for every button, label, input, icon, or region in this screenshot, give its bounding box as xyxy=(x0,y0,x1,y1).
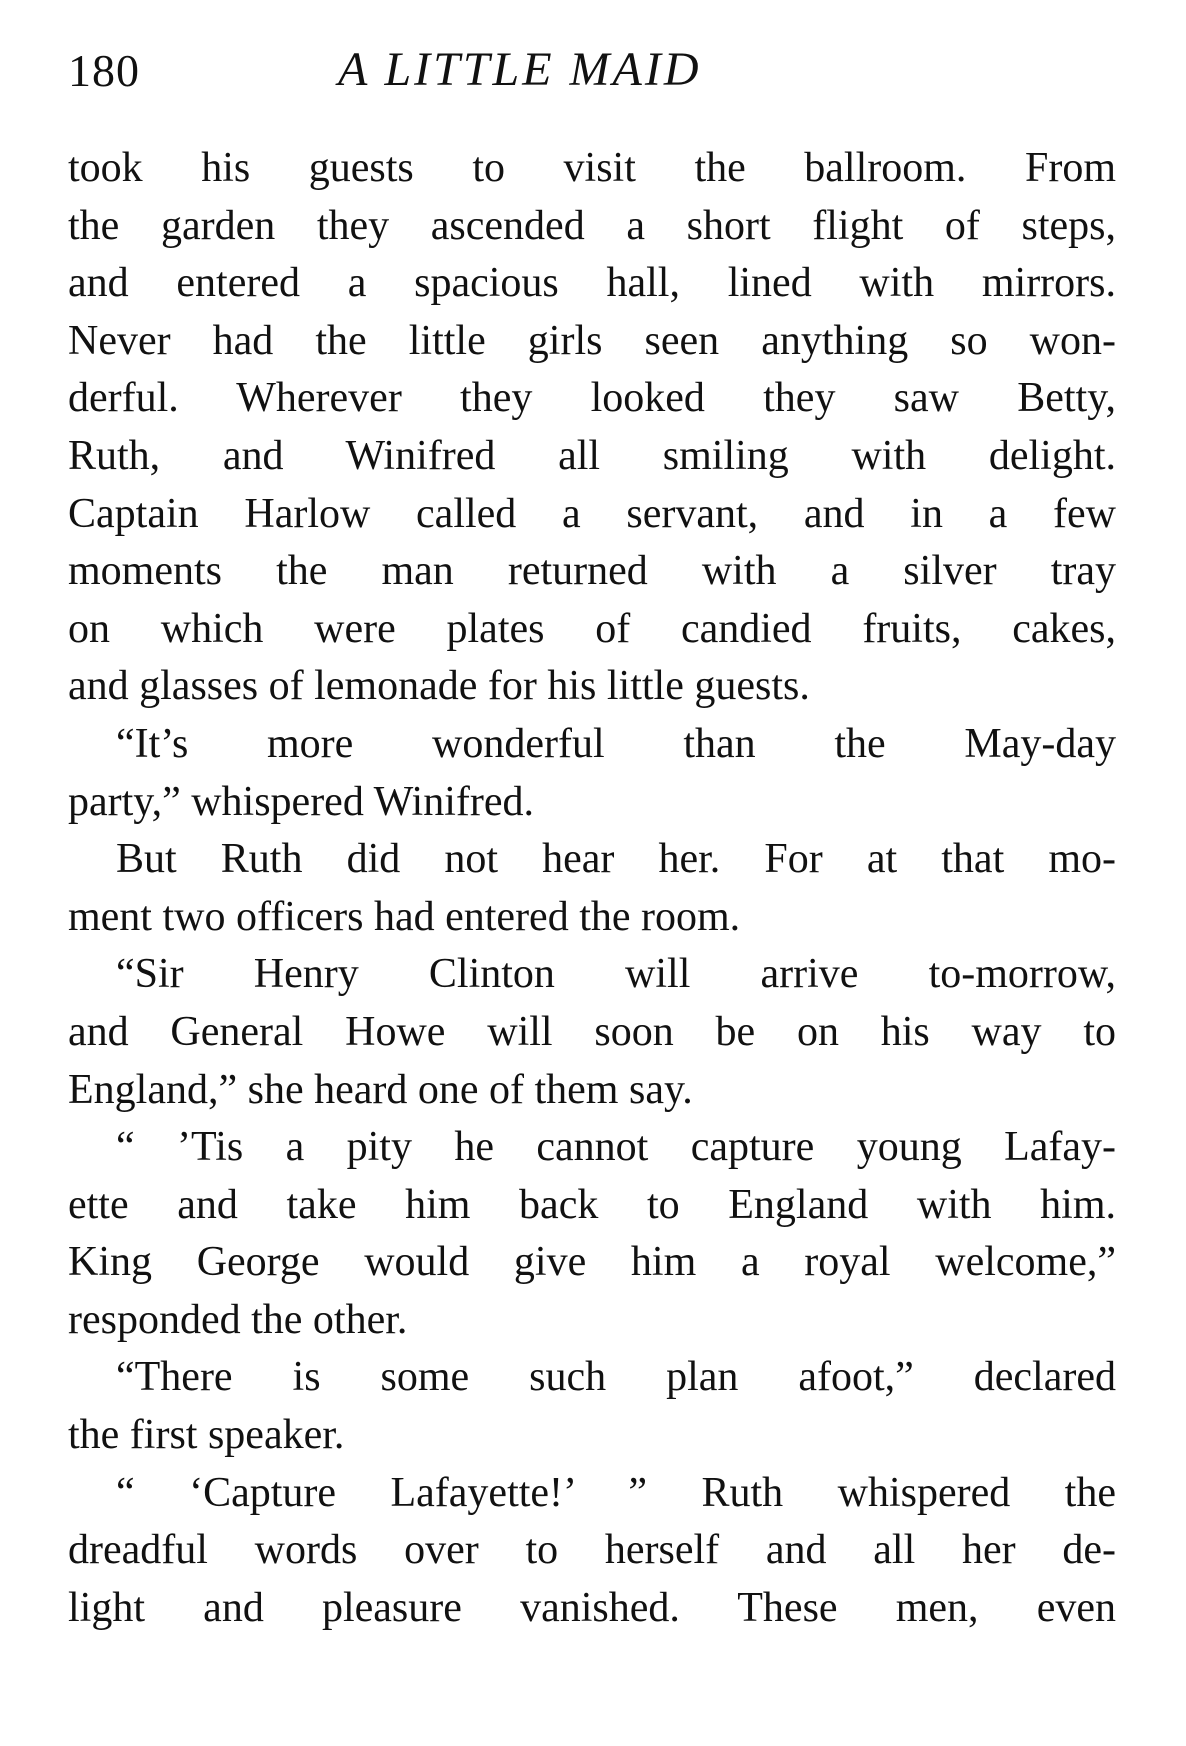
running-head xyxy=(68,38,1118,108)
text-line: derful. Wherever they looked they saw Betty, xyxy=(68,375,1116,422)
text-line: light and pleasure vanished. These men, even xyxy=(68,1584,1116,1631)
text-line: and General Howe will soon be on his way to xyxy=(68,1008,1116,1055)
text-line: Ruth, and Winifred all smiling with delight. xyxy=(68,432,1116,479)
text-line: and entered a spacious hall, lined with mirrors. xyxy=(68,260,1116,307)
text-line: “ ‘Capture Lafayette!’ ” Ruth whispered the xyxy=(116,1469,1116,1516)
text-line: took his guests to visit the ballroom. From xyxy=(68,145,1116,191)
running-title: A LITTLE MAID xyxy=(338,43,702,96)
text-line: But Ruth did not hear her. For at that mo- xyxy=(116,836,1116,883)
text-line: dreadful words over to herself and all her de- xyxy=(68,1527,1116,1574)
text-line: ment two officers had entered the room. xyxy=(68,893,741,940)
text-line: responded the other. xyxy=(68,1296,408,1343)
text-line: King George would give him a royal welcome,” xyxy=(68,1239,1116,1286)
text-line: party,” whispered Winifred. xyxy=(68,778,534,825)
text-line: the first speaker. xyxy=(68,1412,345,1459)
text-line: England,” she heard one of them say. xyxy=(68,1066,693,1113)
text-line: “It’s more wonderful than the May-day xyxy=(116,720,1116,767)
text-line: “ ’Tis a pity he cannot capture young Lafay- xyxy=(116,1124,1116,1171)
text-line: the garden they ascended a short flight of steps, xyxy=(68,202,1116,249)
text-line: moments the man returned with a silver tray xyxy=(68,548,1116,595)
text-body xyxy=(68,140,1116,1637)
text-line: Captain Harlow called a servant, and in a few xyxy=(68,490,1116,537)
text-line: “Sir Henry Clinton will arrive to-morrow, xyxy=(116,951,1116,998)
text-line: “There is some such plan afoot,” declared xyxy=(116,1354,1116,1401)
text-line: Never had the little girls seen anything so won- xyxy=(68,317,1116,364)
text-line: and glasses of lemonade for his little guests. xyxy=(68,663,810,710)
text-line: on which were plates of candied fruits, cakes, xyxy=(68,605,1116,652)
text-line: ette and take him back to England with him. xyxy=(68,1181,1116,1228)
page-number: 180 xyxy=(68,45,140,96)
